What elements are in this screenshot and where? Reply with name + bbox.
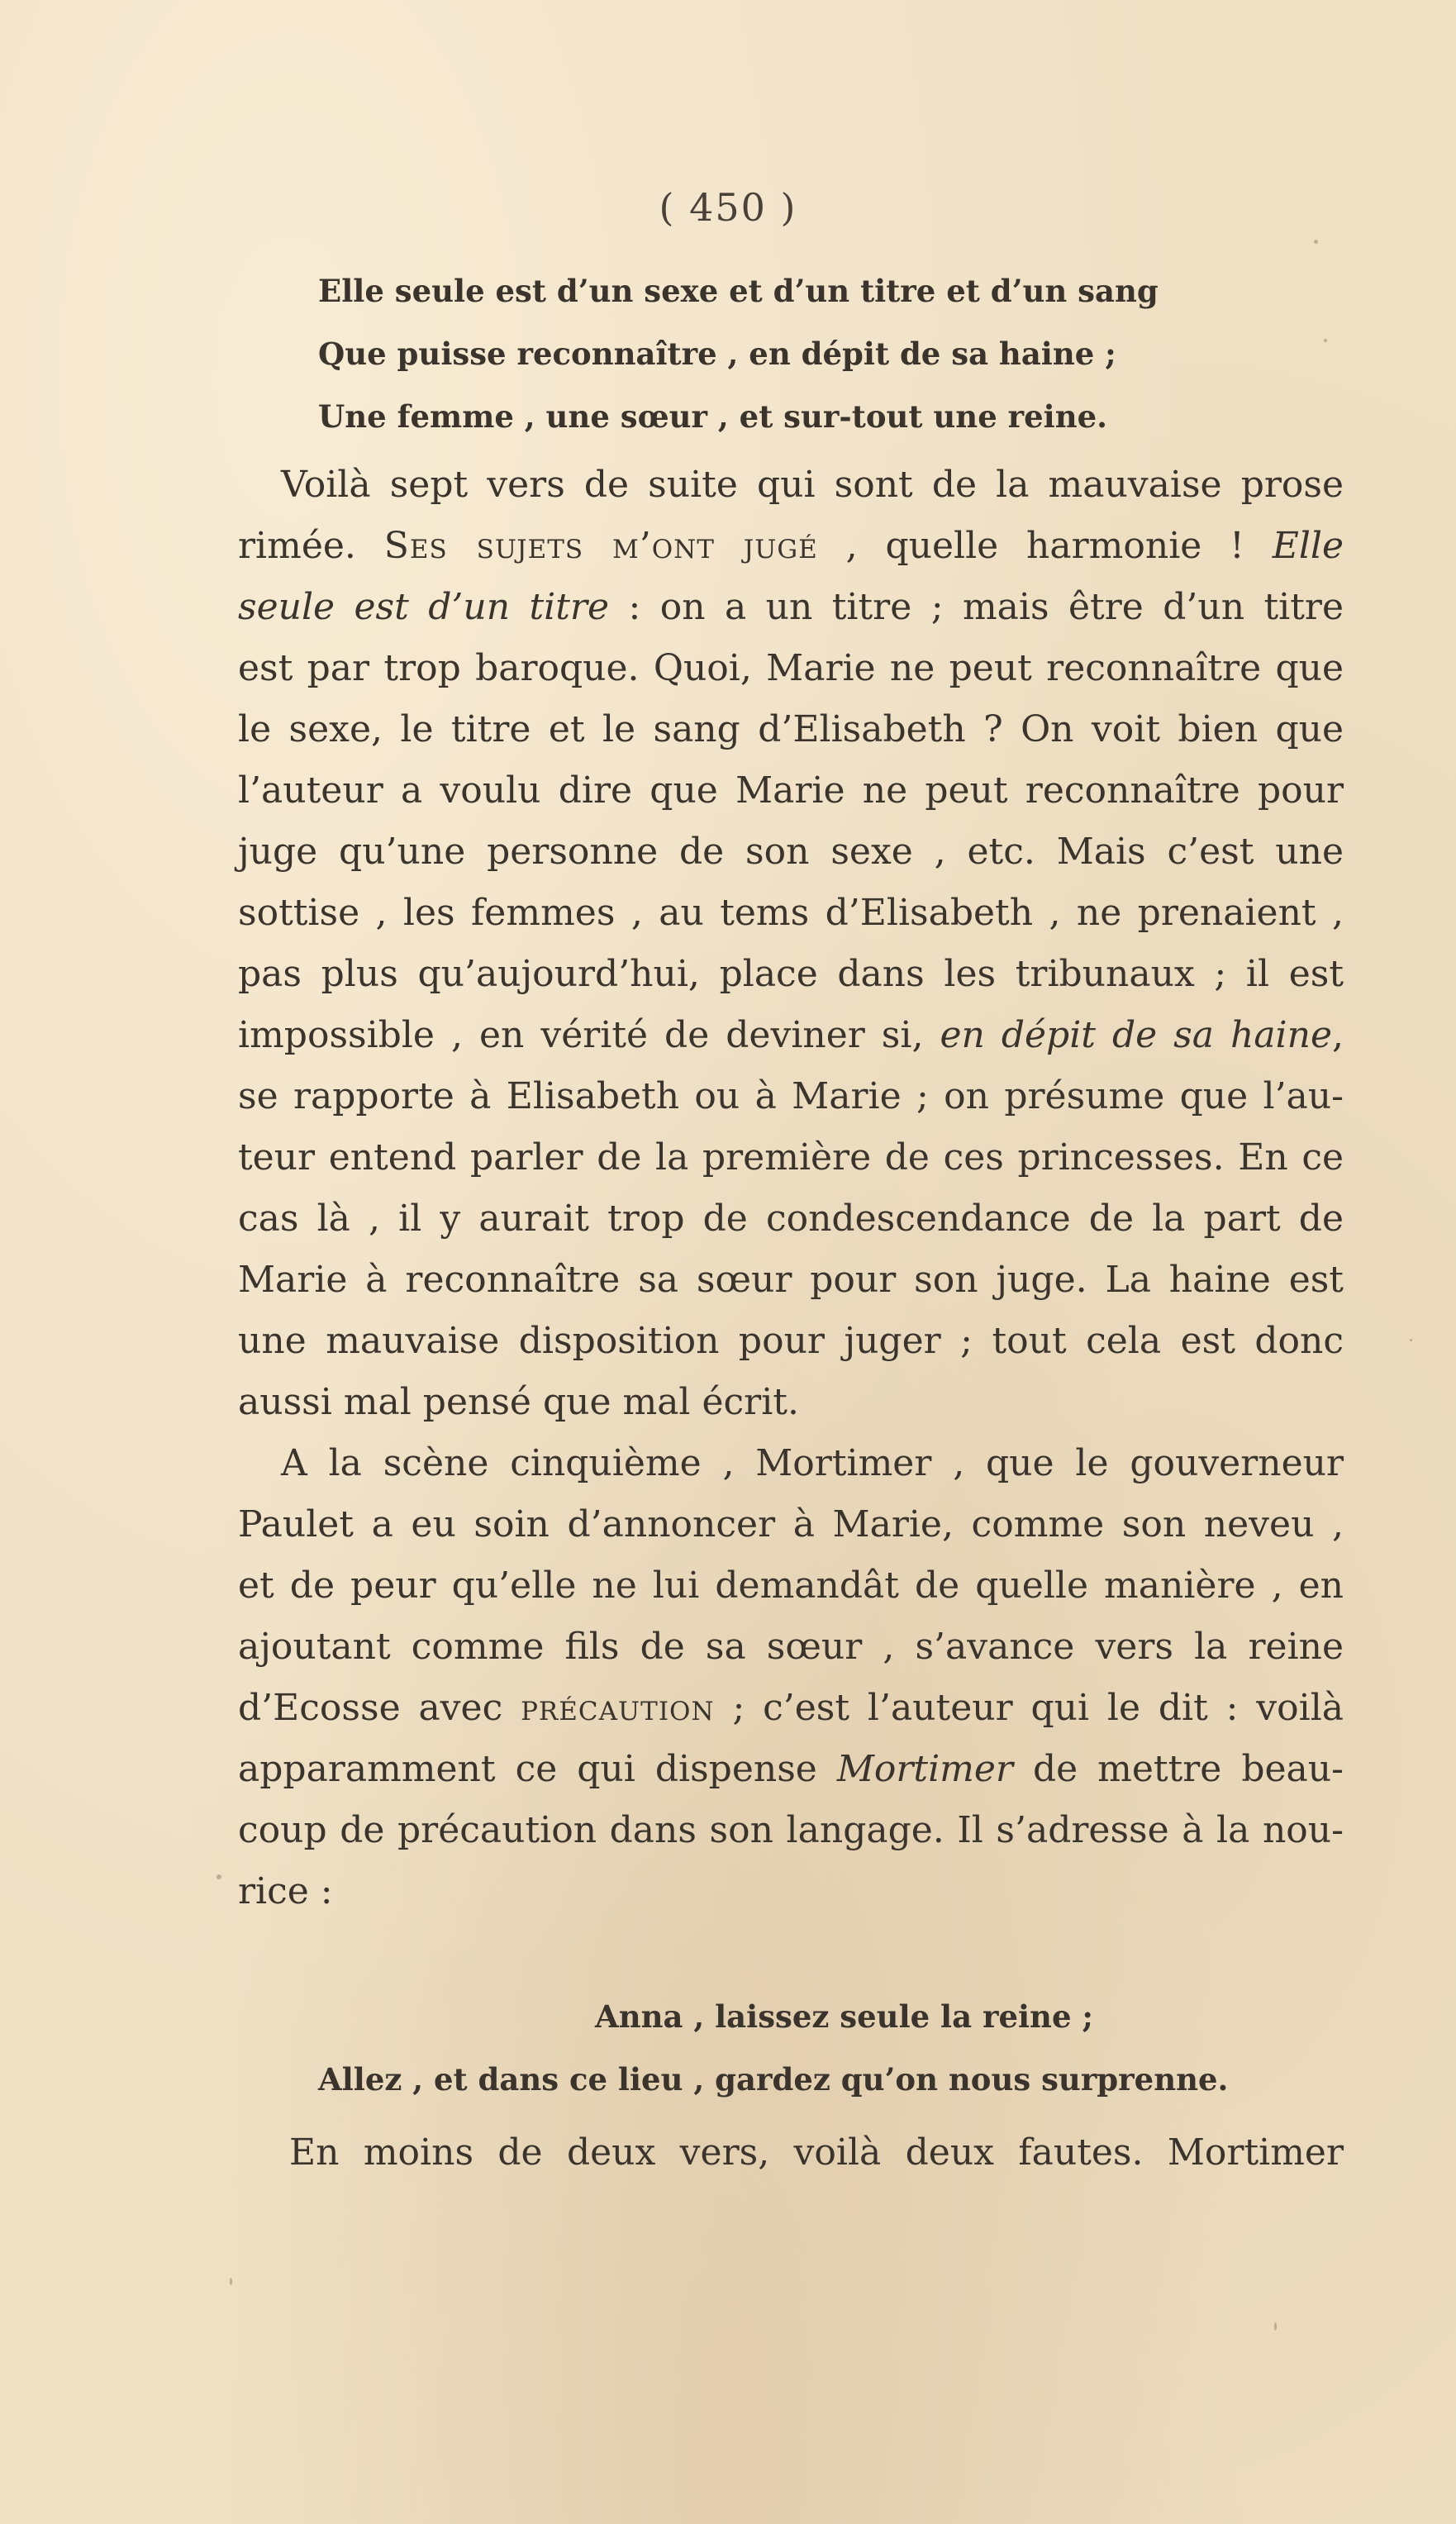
paper-speck (1314, 240, 1318, 244)
prose-line: pas plus qu’aujourd’hui, place dans les tribunaux ; il est (238, 953, 1344, 995)
paper-speck (1274, 2322, 1277, 2331)
text-run: , quelle harmonie ! (817, 525, 1273, 567)
italic-run: seule est d’un titre (238, 586, 610, 628)
text-run: : on a un titre ; mais être d’un titre (609, 586, 1344, 628)
paper-speck (216, 1874, 221, 1879)
verse-line: Une femme , une sœur , et sur-tout une reine. (318, 398, 1108, 435)
prose-line: le sexe, le titre et le sang d’Elisabeth ? On voit bien que (238, 708, 1344, 750)
prose-line: Paulet a eu soin d’annoncer à Marie, comme son neveu , (238, 1503, 1344, 1545)
text-run: impossible , en vérité de deviner si, (238, 1014, 940, 1056)
prose-line: coup de précaution dans son langage. Il s’adresse à la nou- (238, 1809, 1344, 1851)
verse-line: Elle seule est d’un sexe et d’un titre et d’un sang (318, 273, 1159, 309)
italic-run: Elle (1272, 525, 1344, 567)
paper-speck (1324, 339, 1327, 342)
small-caps-run: précaution (521, 1687, 715, 1729)
prose-line: aussi mal pensé que mal écrit. (238, 1381, 799, 1423)
prose-line (238, 1678, 1344, 1739)
prose-line: teur entend parler de la première de ces princesses. En ce (238, 1136, 1344, 1179)
verse-line: Que puisse reconnaître , en dépit de sa haine ; (318, 336, 1116, 372)
text-run: rimée. (238, 525, 384, 567)
prose-line: A la scène cinquième , Mortimer , que le gouverneur (281, 1442, 1344, 1484)
text-run: d’Ecosse avec (238, 1687, 521, 1729)
prose-line: En moins de deux vers, voilà deux fautes. Mortimer (289, 2131, 1344, 2174)
prose-line: ajoutant comme fils de sa sœur , s’avance vers la reine (238, 1626, 1344, 1668)
verse-line: Anna , laissez seule la reine ; (595, 1998, 1094, 2035)
italic-run: en dépit de sa haine (940, 1014, 1332, 1056)
prose-line: juge qu’une personne de son sexe , etc. Mais c’est une (238, 831, 1344, 873)
prose-line: l’auteur a voulu dire que Marie ne peut reconnaître pour (238, 769, 1344, 812)
prose-line (238, 577, 1344, 638)
paper-speck (230, 2278, 232, 2285)
prose-line (238, 1005, 1344, 1066)
prose-line: se rapporte à Elisabeth ou à Marie ; on présume que l’au- (238, 1075, 1344, 1117)
prose-line: et de peur qu’elle ne lui demandât de quelle manière , en (238, 1564, 1344, 1607)
prose-line (238, 516, 1344, 577)
small-caps-run: Ses sujets m’ont jugé (383, 525, 818, 567)
prose-line (238, 1739, 1344, 1800)
text-run: ; c’est l’auteur qui le dit : voilà (714, 1687, 1344, 1729)
paper-speck (1410, 1339, 1412, 1341)
prose-line: cas là , il y aurait trop de condescendance de la part de (238, 1198, 1344, 1240)
prose-line: Marie à reconnaître sa sœur pour son juge. La haine est (238, 1259, 1344, 1301)
prose-line: est par trop baroque. Quoi, Marie ne peut reconnaître que (238, 647, 1344, 689)
text-run: de mettre beau- (1012, 1748, 1344, 1790)
italic-run: Mortimer (836, 1748, 1013, 1790)
text-run: apparamment ce qui dispense (238, 1748, 837, 1790)
prose-line: une mauvaise disposition pour juger ; tout cela est donc (238, 1320, 1344, 1362)
prose-line: Voilà sept vers de suite qui sont de la mauvaise prose (281, 464, 1344, 506)
text-run: , (1332, 1014, 1344, 1056)
prose-line: rice : (238, 1870, 333, 1912)
verse-line: Allez , et dans ce lieu , gardez qu’on nous surprenne. (318, 2061, 1229, 2098)
page-number: ( 450 ) (659, 185, 797, 230)
prose-line: sottise , les femmes , au tems d’Elisabeth , ne prenaient , (238, 892, 1344, 934)
